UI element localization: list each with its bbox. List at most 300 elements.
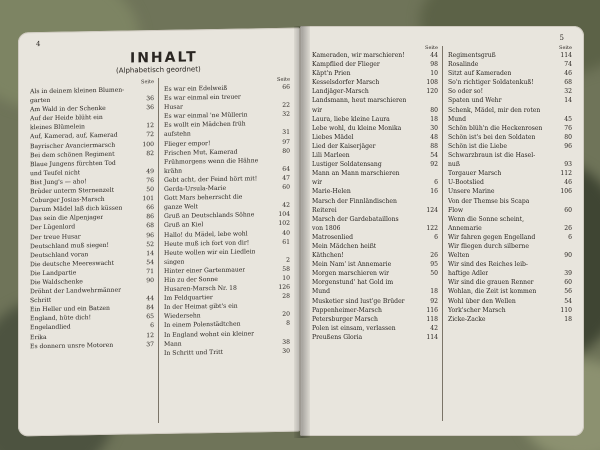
entry-title: Es wollt ein Mädchen früh [164, 120, 246, 130]
entry-title: haftige Adler [448, 270, 489, 278]
entry-page-number: 47 [282, 174, 290, 182]
entry-title: Es donnern unsre Motoren [30, 341, 114, 350]
index-entry [312, 324, 438, 333]
entry-title: singen [164, 258, 185, 266]
entry-page-number [142, 158, 154, 167]
entry-page-number: 65 [146, 313, 154, 321]
entry-page-number: 86 [146, 213, 154, 221]
entry-page-number [142, 285, 154, 294]
index-entry [312, 187, 438, 196]
entry-title: Lustiger Soldatensang [312, 161, 382, 169]
column-header-seite: Seite [277, 76, 290, 83]
entry-title: Spaten und Wehr [448, 97, 502, 105]
entry-page-number [426, 169, 438, 178]
entry-title: kleines Blümelein [30, 123, 85, 132]
index-entry [448, 297, 572, 306]
entry-title: Wenn die Sonne scheint, [448, 215, 525, 223]
entry-title: England, hüte dich! [30, 314, 92, 323]
entry-page-number: 108 [426, 79, 438, 87]
entry-title: Wir fliegen durch silberne [448, 242, 529, 250]
index-entry [448, 124, 572, 133]
column-divider [158, 78, 159, 423]
index-entry [312, 151, 438, 160]
entry-page-number: 74 [564, 61, 572, 69]
index-entry [312, 215, 438, 224]
index-entry [448, 160, 572, 169]
entry-page-number: 118 [426, 315, 438, 323]
index-entry [448, 242, 572, 251]
index-entry [448, 69, 572, 78]
entry-title: Marsch der Finnländischen [312, 197, 397, 205]
entry-title: ganze Welt [164, 203, 198, 212]
entry-title: Torgauer Marsch [448, 170, 502, 178]
entry-title: Heute wollen wir ein Liedlein [164, 248, 256, 257]
entry-page-number: 80 [430, 106, 438, 114]
entry-page-number: 37 [146, 340, 154, 348]
entry-title: In der Heimat gibt's ein [164, 302, 238, 312]
index-entry [448, 60, 572, 69]
entry-page-number: 72 [146, 131, 154, 139]
entry-page-number [560, 106, 572, 115]
entry-title: Am Wald in der Schenke [30, 105, 106, 114]
entry-title: Schön ist's bei den Soldaten [448, 133, 536, 141]
entry-title: von 1806 [312, 224, 341, 232]
index-entry [312, 87, 438, 96]
entry-title: Gott Mars beherrscht die [164, 193, 243, 203]
entry-title: wir [312, 179, 323, 187]
entry-title: Matrosenlied [312, 233, 353, 241]
entry-title: Bayrischer Avanciermarsch [30, 141, 116, 150]
entry-page-number: 2 [286, 256, 290, 264]
entry-page-number: 60 [564, 279, 572, 287]
index-entry [448, 233, 572, 242]
index-entry [312, 242, 438, 251]
entry-page-number: 114 [426, 333, 438, 341]
entry-title: Es war einmal 'ne Müllerin [164, 111, 248, 121]
column-header-seite: Seite [141, 79, 154, 86]
index-entry [312, 78, 438, 87]
entry-title: Mann [164, 340, 182, 348]
entry-title: Morgen marschieren wir [312, 270, 389, 278]
index-entry [448, 169, 572, 178]
entry-title: Kesselsdorfer Marsch [312, 79, 380, 87]
entry-title: Mund [312, 288, 330, 296]
entry-page-number [278, 192, 290, 201]
entry-title: aufstehn [164, 130, 191, 139]
entry-page-number: 90 [146, 277, 154, 285]
entry-page-number: 10 [282, 274, 290, 282]
index-entry [448, 306, 572, 315]
entry-page-number: 66 [282, 83, 290, 91]
open-songbook [18, 26, 584, 438]
entry-page-number [278, 155, 290, 164]
index-entry [448, 187, 572, 196]
entry-title: Der Lügenlord [30, 223, 76, 232]
entry-page-number: 116 [426, 306, 438, 314]
index-entry [164, 346, 290, 357]
entry-page-number: 31 [282, 129, 290, 137]
entry-title: Es war ein Edelweiß [164, 84, 228, 93]
entry-title: Die Waldschenke [30, 278, 83, 287]
entry-title: garten [30, 96, 51, 105]
entry-title: Auf, Kamerad, auf, Kamerad [30, 132, 118, 141]
entry-page-number [278, 92, 290, 101]
entry-page-number: 120 [426, 88, 438, 96]
index-entry [312, 160, 438, 169]
index-entry [312, 333, 438, 342]
index-entry [448, 197, 572, 206]
entry-page-number: 14 [146, 249, 154, 257]
entry-title: So'n richtiger Soldatenkuß! [448, 79, 534, 87]
entry-title: Gruß an Deutschlands Söhne [164, 211, 255, 221]
entry-title: Coburger Josias-Marsch [30, 196, 105, 205]
entry-title: Gebt acht, der Feind hört mit! [164, 175, 258, 184]
index-entry [448, 287, 572, 296]
entry-page-number: 36 [146, 104, 154, 112]
entry-page-number: 48 [430, 133, 438, 141]
entry-title: Schön ist die Liebe [448, 142, 508, 150]
entry-title: Musketier sind lust'ge Brüder [312, 297, 405, 305]
entry-title: U-Bootslied [448, 179, 484, 187]
entry-page-number: 82 [146, 149, 154, 157]
entry-page-number [560, 197, 572, 206]
entry-title: Das sein die Alpenjager [30, 214, 104, 223]
index-entry [312, 60, 438, 69]
index-entry [448, 106, 572, 115]
entry-page-number: 68 [146, 222, 154, 230]
index-entry [312, 315, 438, 324]
entry-page-number: 36 [146, 95, 154, 103]
entry-page-number: 114 [560, 52, 572, 59]
entry-page-number: 66 [146, 204, 154, 212]
index-entry [448, 224, 572, 233]
entry-page-number: 98 [430, 61, 438, 69]
entry-page-number [560, 242, 572, 251]
index-entry [448, 78, 572, 87]
entry-page-number [278, 301, 290, 310]
entry-page-number [426, 215, 438, 224]
entry-page-number: 26 [430, 252, 438, 260]
entry-title: In Schritt und Tritt [164, 348, 223, 357]
entry-page-number: 6 [568, 233, 572, 241]
entry-title: Heute muß ich fort von dir! [164, 239, 250, 248]
entry-title: Lied der Kaiserjäger [312, 142, 376, 150]
entry-page-number: 96 [146, 231, 154, 239]
entry-page-number [278, 119, 290, 128]
entry-title: Annemarie [448, 224, 482, 232]
index-entry [312, 251, 438, 260]
entry-title: Hinter einer Gartenmauer [164, 266, 246, 275]
entry-title: Husar [164, 103, 183, 112]
page-subtitle: (Alphabetisch geordnet) [116, 65, 201, 75]
entry-title: Kampflied der Flieger [312, 61, 380, 69]
entry-page-number: 126 [278, 283, 290, 291]
entry-title: Husaren-Marsch Nr. 18 [164, 284, 237, 293]
entry-title: In England wohnt ein kleiner [164, 329, 255, 339]
entry-page-number: 16 [430, 188, 438, 196]
entry-title: Preußens Gloria [312, 333, 363, 341]
entry-page-number: 6 [434, 233, 438, 241]
index-column-4 [448, 44, 572, 324]
entry-title: Bist Jung's — aho! [30, 178, 87, 187]
index-entry [448, 151, 572, 160]
entry-title: Lebe wohl, du kleine Monika [312, 124, 402, 132]
entry-title: Gruß an Kiel [164, 221, 204, 230]
entry-title: Schritt [30, 297, 52, 305]
index-entry [312, 306, 438, 315]
entry-title: Mein Mädchen heißt [312, 242, 377, 250]
index-entry [448, 251, 572, 260]
entry-page-number: 8 [286, 320, 290, 328]
entry-title: Wohlan, die Zeit ist kommen [448, 288, 537, 296]
index-entry [312, 287, 438, 296]
entry-title: Als in deinem kleinen Blumen- [30, 86, 125, 96]
entry-page-number: 76 [564, 124, 572, 132]
entry-title: Landsmann, heut marschieren [312, 97, 407, 105]
entry-title: Polen ist einsam, verlassen [312, 324, 396, 332]
entry-title: Deutschland voran [30, 250, 89, 259]
entry-page-number: 54 [430, 152, 438, 160]
entry-title: Mein Nam' ist Annemarie [312, 261, 392, 269]
entry-title: Ein Heller und ein Batzen [30, 305, 110, 314]
entry-title: Wohl über den Wellen [448, 297, 516, 305]
entry-page-number: 56 [564, 288, 572, 296]
entry-title: Die deutsche Meereswacht [30, 259, 115, 269]
entry-title: nuß [448, 161, 460, 169]
entry-page-number: 20 [282, 311, 290, 319]
entry-page-number: 88 [430, 142, 438, 150]
entry-page-number: 14 [564, 97, 572, 105]
entry-page-number: 110 [560, 306, 572, 314]
index-entry [312, 178, 438, 187]
index-entry [448, 206, 572, 215]
entry-page-number: 58 [282, 265, 290, 273]
entry-page-number: 95 [430, 261, 438, 269]
index-entry [312, 260, 438, 269]
index-entry [448, 96, 572, 105]
index-entry [312, 115, 438, 124]
entry-title: Morgenstund' hat Gold im [312, 279, 394, 287]
entry-page-number: 71 [146, 267, 154, 276]
entry-title: Hin zu der Sonne [164, 275, 218, 284]
entry-page-number: 101 [142, 195, 154, 203]
entry-page-number: 38 [282, 338, 290, 346]
entry-title: Bei dem schönen Regiment [30, 150, 115, 159]
index-entry [448, 142, 572, 151]
entry-title: Von der Themse bis Scapa [448, 197, 530, 205]
right-page [300, 26, 584, 436]
index-entry [448, 260, 572, 269]
entry-page-number: 80 [282, 147, 290, 155]
entry-title: Sitzt auf Kameraden [448, 70, 512, 78]
entry-page-number: 50 [146, 186, 154, 194]
entry-title: Marie-Helen [312, 188, 351, 196]
entry-page-number: 32 [564, 88, 572, 96]
entry-page-number: 6 [434, 179, 438, 187]
entry-page-number: 42 [430, 324, 438, 332]
entry-page-number: 40 [282, 229, 290, 237]
entry-page-number: 60 [564, 206, 572, 214]
entry-title: Mann an Mann marschieren [312, 170, 400, 178]
entry-title: In einem Polenstädtchen [164, 321, 241, 330]
entry-page-number: 102 [278, 220, 290, 228]
entry-page-number: 106 [560, 188, 572, 196]
entry-page-number: 26 [564, 224, 572, 232]
entry-title: Brüder unterm Sternenzelt [30, 186, 115, 196]
entry-title: und Teufel nicht [30, 169, 81, 178]
entry-page-number: 46 [564, 70, 572, 78]
entry-title: Liebes Mädel [312, 133, 354, 141]
left-page-number: 4 [36, 40, 41, 49]
left-page [18, 28, 300, 437]
entry-title: Flieger empor! [164, 139, 211, 148]
entry-title: Petersburger Marsch [312, 315, 378, 323]
entry-page-number: 18 [430, 288, 438, 296]
page-title: INHALT [130, 49, 198, 67]
entry-title: Auf der Heide blüht ein [30, 114, 103, 123]
entry-page-number [278, 246, 290, 255]
entry-page-number [426, 242, 438, 251]
index-entry [312, 169, 438, 178]
entry-title: Zicke-Zacke [448, 315, 486, 323]
entry-title: Es war einmal ein treuer [164, 93, 241, 103]
entry-page-number: 30 [430, 124, 438, 132]
entry-page-number [142, 112, 154, 121]
column-header-seite: Seite [559, 45, 572, 51]
entry-title: Schwarzbraun ist die Hasel- [448, 152, 536, 160]
entry-page-number [142, 85, 154, 94]
index-entry [312, 133, 438, 142]
entry-title: Frischen Mut, Kamerad [164, 148, 238, 157]
entry-title: Lili Marleen [312, 152, 350, 160]
entry-page-number: 12 [146, 122, 154, 130]
index-entry [312, 96, 438, 105]
entry-page-number: 10 [430, 70, 438, 78]
entry-title: Kameraden, wir marschieren! [312, 52, 405, 59]
entry-page-number: 54 [564, 297, 572, 305]
entry-title: wir [312, 106, 323, 114]
entry-title: So oder so! [448, 88, 484, 96]
entry-page-number: 64 [282, 165, 290, 173]
entry-title: Wiedersehn [164, 312, 201, 321]
entry-page-number: 44 [146, 295, 154, 303]
entry-page-number [560, 151, 572, 160]
index-entry [312, 206, 438, 215]
entry-title: Schenk, Mädel, mir den roten [448, 106, 541, 114]
entry-page-number: 42 [282, 201, 290, 210]
entry-page-number: 45 [564, 115, 572, 123]
index-column-3 [312, 44, 438, 342]
entry-title: Die Landpartie [30, 269, 77, 278]
entry-page-number: 30 [282, 347, 290, 355]
entry-page-number: 18 [564, 315, 572, 323]
entry-page-number [560, 260, 572, 269]
entry-page-number: 96 [564, 142, 572, 150]
right-page-number: 5 [559, 34, 564, 42]
index-column-1 [30, 78, 154, 351]
index-entry [30, 340, 154, 351]
entry-page-number: 92 [430, 161, 438, 169]
entry-title: Darum Mädel laß dich küssen [30, 204, 123, 214]
entry-title: Schön blüh'n die Heckenrosen [448, 124, 543, 132]
entry-page-number: 124 [426, 206, 438, 214]
entry-page-number: 46 [564, 179, 572, 187]
entry-title: Engelandlied [30, 323, 71, 332]
entry-title: Laura, liebe kleine Laura [312, 115, 390, 123]
index-entry [448, 51, 572, 60]
entry-title: Der treue Husar [30, 232, 81, 241]
entry-title: Käpt'n Prien [312, 70, 351, 78]
entry-title: Welten [448, 252, 470, 260]
entry-page-number [426, 197, 438, 206]
entry-page-number: 6 [150, 322, 154, 330]
entry-page-number: 100 [142, 140, 154, 148]
index-entry [312, 51, 438, 60]
entry-title: Dröhnt der Landwehrmänner [30, 286, 122, 296]
entry-title: Flow [448, 206, 464, 214]
entry-title: Wir sind des Reiches leib- [448, 261, 528, 269]
entry-page-number: 76 [146, 177, 154, 185]
index-column-2 [164, 76, 290, 358]
column-header-seite: Seite [425, 45, 438, 51]
entry-page-number: 49 [146, 167, 154, 176]
entry-title: Regimentsgruß [448, 52, 496, 59]
entry-page-number: 93 [564, 161, 572, 169]
entry-page-number: 92 [430, 297, 438, 305]
entry-page-number: 39 [564, 270, 572, 278]
entry-title: Mund [448, 115, 466, 123]
entry-title: York'scher Marsch [448, 306, 506, 314]
column-divider [442, 46, 443, 421]
index-entry [448, 315, 572, 324]
index-entry [448, 215, 572, 224]
entry-title: Wir fahren gegen Engelland [448, 233, 536, 241]
entry-title: Deutschland muß siegen! [30, 241, 109, 250]
index-entry [312, 106, 438, 115]
entry-page-number: 50 [430, 270, 438, 278]
index-entry [312, 142, 438, 151]
entry-title: Wir sind die grauen Renner [448, 279, 534, 287]
entry-page-number [426, 96, 438, 105]
entry-page-number: 52 [146, 240, 154, 248]
index-entry [448, 133, 572, 142]
index-entry [448, 178, 572, 187]
entry-title: krähn [164, 167, 183, 175]
entry-page-number: 84 [146, 304, 154, 312]
index-entry [312, 197, 438, 206]
entry-title: Rosalinde [448, 61, 479, 69]
entry-page-number: 122 [426, 224, 438, 232]
index-entry [448, 87, 572, 96]
entry-title: Gerda-Ursula-Marie [164, 184, 227, 193]
entry-page-number: 68 [564, 79, 572, 87]
entry-page-number: 97 [282, 138, 290, 146]
entry-page-number: 22 [282, 101, 290, 110]
entry-page-number: 112 [560, 170, 572, 178]
entry-title: Unsere Marine [448, 188, 495, 196]
entry-page-number: 61 [282, 238, 290, 246]
entry-page-number: 28 [282, 292, 290, 301]
entry-title: Reiterei [312, 206, 337, 214]
entry-page-number: 80 [564, 133, 572, 141]
entry-page-number: 12 [146, 331, 154, 339]
entry-page-number [560, 215, 572, 224]
index-entry [312, 69, 438, 78]
entry-title: Pappenheimer-Marsch [312, 306, 382, 314]
entry-page-number: 104 [278, 211, 290, 219]
entry-title: Im Feldquartier [164, 294, 213, 303]
entry-title: Marsch der Gardebataillons [312, 215, 399, 223]
